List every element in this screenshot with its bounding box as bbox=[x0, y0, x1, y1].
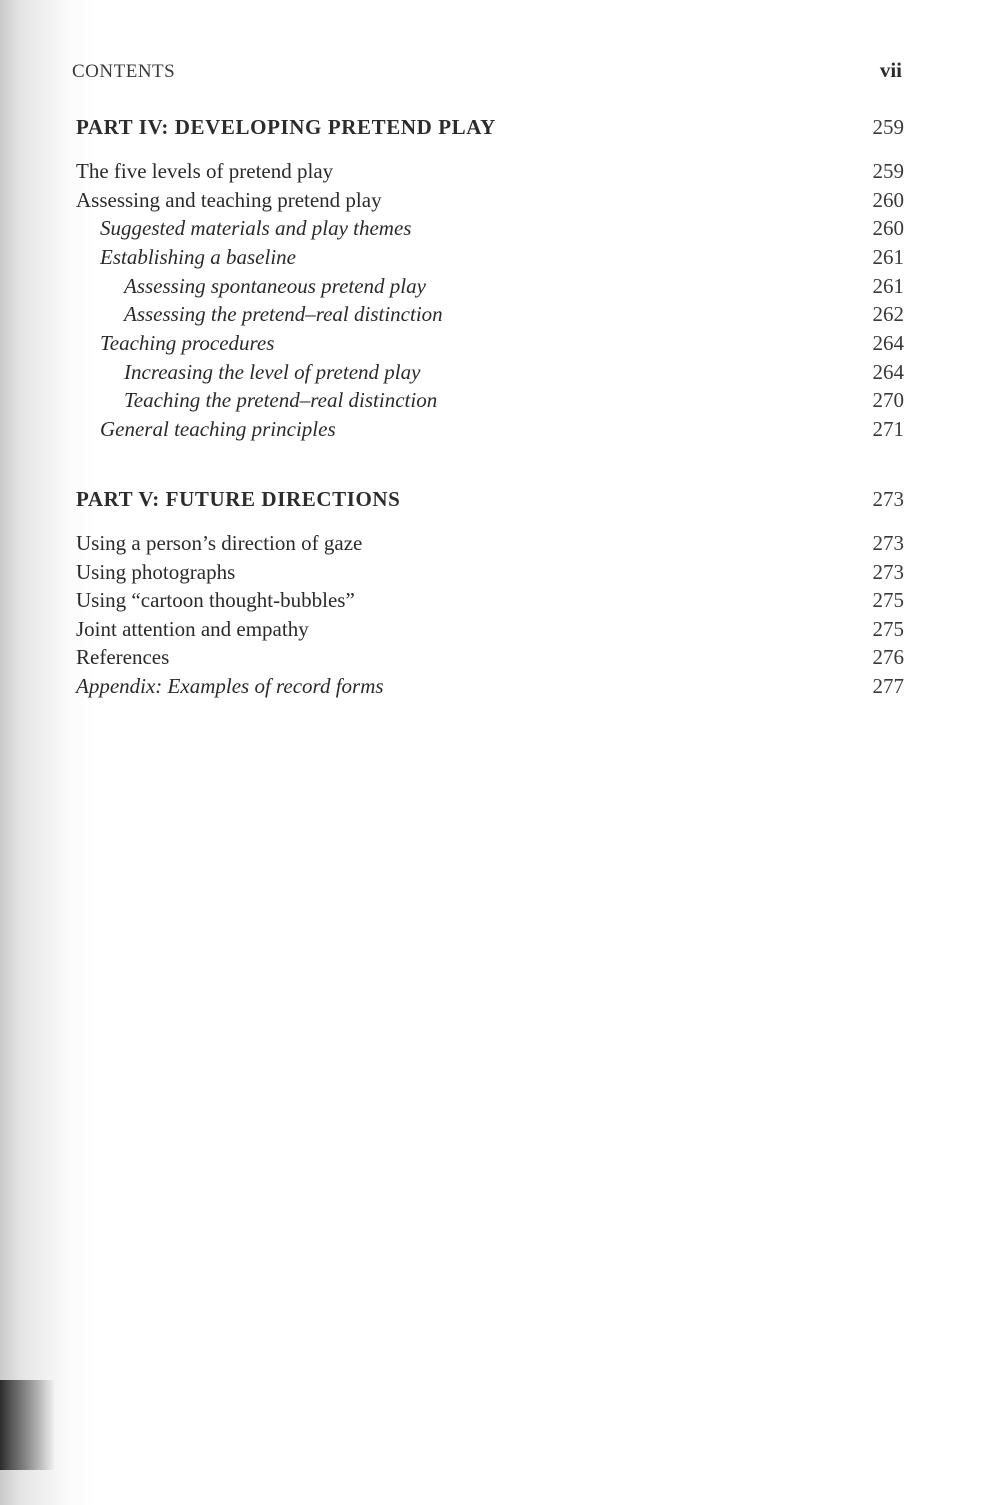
toc-entry-page: 275 bbox=[872, 617, 904, 641]
running-head: CONTENTS bbox=[72, 61, 176, 82]
toc-entry-page: 273 bbox=[872, 531, 904, 555]
toc-entry bbox=[76, 186, 904, 214]
toc-part-heading bbox=[76, 113, 904, 141]
toc-entry-title: General teaching principles bbox=[100, 417, 336, 441]
toc-entry-page: 270 bbox=[872, 388, 904, 412]
toc-part-heading bbox=[76, 485, 904, 513]
toc-subsubentry bbox=[76, 386, 904, 414]
toc-entry bbox=[76, 157, 904, 185]
toc-entry bbox=[76, 586, 904, 614]
toc-entry-page: 275 bbox=[872, 588, 904, 612]
toc-subsubentry bbox=[76, 358, 904, 386]
toc-entry bbox=[76, 672, 904, 700]
toc-entry bbox=[76, 643, 904, 671]
toc-entry-page: 276 bbox=[872, 645, 904, 669]
toc-entry-page: 264 bbox=[872, 360, 904, 384]
toc-subentry bbox=[76, 329, 904, 357]
page-header bbox=[72, 58, 902, 88]
toc-entry bbox=[76, 529, 904, 557]
toc-entry-title: Teaching procedures bbox=[100, 331, 275, 355]
toc-entry-title: PART IV: DEVELOPING PRETEND PLAY bbox=[76, 115, 496, 139]
toc-entry bbox=[76, 558, 904, 586]
toc-entry-page: 259 bbox=[872, 159, 904, 183]
binding-shadow bbox=[0, 0, 70, 1505]
toc-entry-title: Using “cartoon thought-bubbles” bbox=[76, 588, 355, 612]
toc-entry-title: Using photographs bbox=[76, 560, 236, 584]
toc-entry-page: 264 bbox=[872, 331, 904, 355]
toc-entry-page: 277 bbox=[872, 674, 904, 698]
toc-entry-title: Appendix: Examples of record forms bbox=[76, 674, 384, 698]
toc-subsubentry bbox=[76, 272, 904, 300]
toc-entry-title: References bbox=[76, 645, 170, 669]
toc-entry-page: 273 bbox=[872, 487, 904, 511]
toc-entry-page: 273 bbox=[872, 560, 904, 584]
toc-entry-title: Joint attention and empathy bbox=[76, 617, 309, 641]
page-number: vii bbox=[879, 58, 902, 82]
toc-entry-title: Suggested materials and play themes bbox=[100, 216, 412, 240]
toc-entry-title: Using a person’s direction of gaze bbox=[76, 531, 363, 555]
toc-subentry bbox=[76, 214, 904, 242]
toc-entry-title: Increasing the level of pretend play bbox=[124, 360, 421, 384]
toc-subentry bbox=[76, 415, 904, 443]
toc-entry-title: Assessing the pretend–real distinction bbox=[124, 302, 443, 326]
toc-subentry bbox=[76, 243, 904, 271]
toc-entry-page: 262 bbox=[872, 302, 904, 326]
toc-entry-page: 260 bbox=[872, 216, 904, 240]
toc-entry bbox=[76, 615, 904, 643]
toc-entry-title: Teaching the pretend–real distinction bbox=[124, 388, 438, 412]
toc-entry-page: 261 bbox=[872, 245, 904, 269]
toc-entry-title: Assessing and teaching pretend play bbox=[76, 188, 382, 212]
toc-entry-page: 271 bbox=[872, 417, 904, 441]
toc-entry-page: 259 bbox=[872, 115, 904, 139]
toc-entry-title: The five levels of pretend play bbox=[76, 159, 334, 183]
toc-entry-title: PART V: FUTURE DIRECTIONS bbox=[76, 487, 401, 511]
toc-entry-title: Establishing a baseline bbox=[100, 245, 296, 269]
toc-entry-page: 260 bbox=[872, 188, 904, 212]
toc-entry-page: 261 bbox=[872, 274, 904, 298]
toc-entry-title: Assessing spontaneous pretend play bbox=[124, 274, 426, 298]
binding-edge bbox=[0, 1380, 55, 1470]
toc-subsubentry bbox=[76, 300, 904, 328]
